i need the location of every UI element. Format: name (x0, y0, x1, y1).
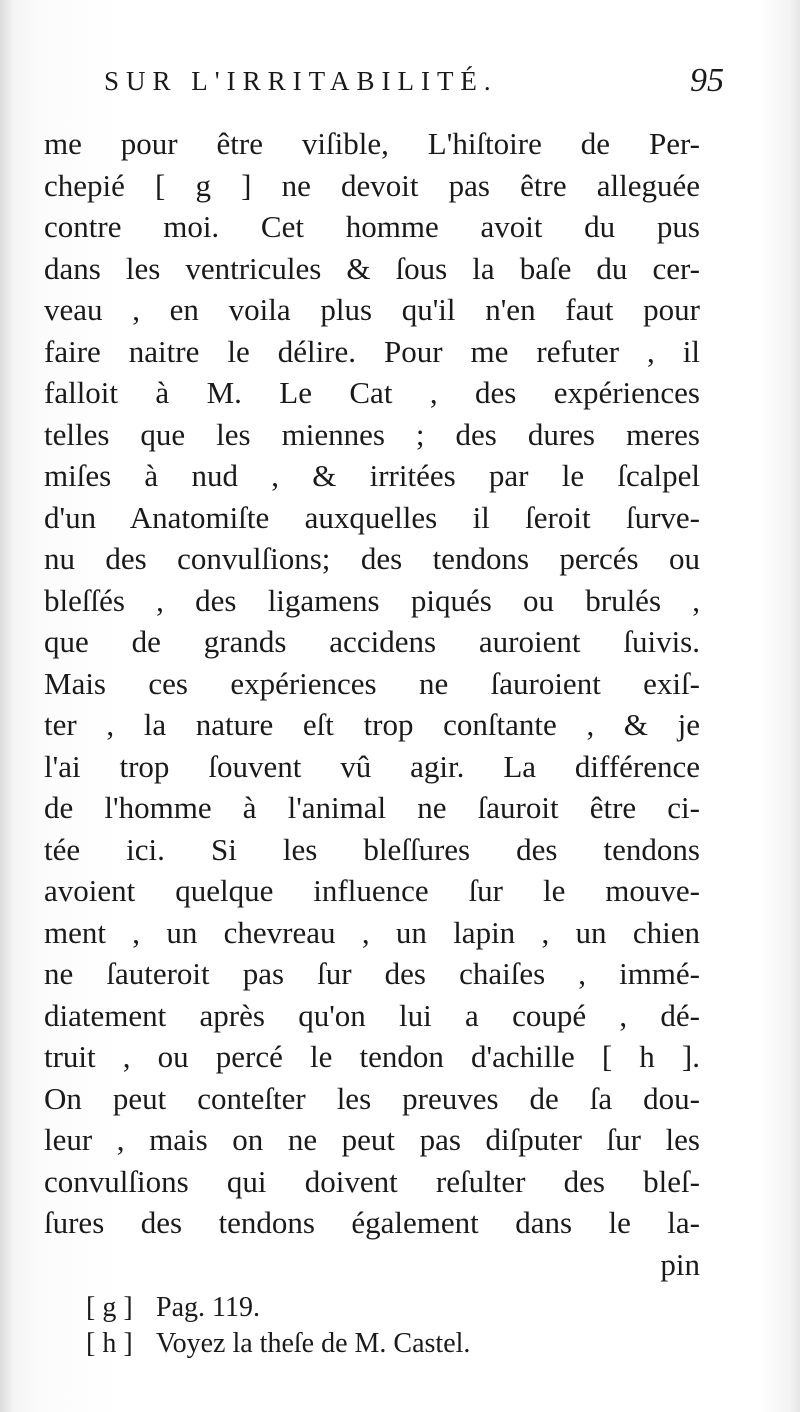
text-line: nu des convulſions; des tendons percés ou (44, 541, 700, 576)
footnote-text: Voyez la theſe de M. Castel. (156, 1328, 471, 1359)
footnotes (86, 1290, 646, 1362)
page-number: 95 (690, 62, 724, 99)
text-line: ter , la nature eſt trop conſtante , & je (44, 707, 700, 742)
text-line: truit , ou percé le tendon d'achille [ h ]. (44, 1039, 700, 1074)
body-text (44, 123, 700, 1285)
text-line: contre moi. Cet homme avoit du pus (44, 209, 700, 244)
text-line: avoient quelque influence ſur le mouve- (44, 873, 700, 908)
text-line: Mais ces expériences ne ſauroient exiſ- (44, 665, 700, 701)
text-line: falloit à M. Le Cat , des expériences (44, 375, 700, 410)
text-line: leur , mais on ne peut pas diſputer ſur les (44, 1122, 700, 1157)
text-line: l'ai trop ſouvent vû agir. La différence (44, 748, 700, 784)
text-line: faire naitre le délire. Pour me refuter , il (44, 333, 700, 369)
text-line: ment , un chevreau , un lapin , un chien (44, 914, 700, 950)
text-line: que de grands accidens auroient ſuivis. (44, 624, 700, 659)
text-line: ſures des tendons également dans le la- (44, 1205, 700, 1240)
footnote-g (86, 1290, 646, 1326)
catchword: pin (660, 1246, 700, 1282)
text-line: bleſſés , des ligamens piqués ou brulés , (44, 582, 700, 618)
text-line: chepié [ g ] ne devoit pas être alleguée (44, 167, 700, 203)
running-title: SUR L'IRRITABILITÉ. (104, 66, 498, 96)
footnote-marker: [ h ] (86, 1328, 133, 1359)
text-line: telles que les miennes ; des dures meres (44, 416, 700, 452)
text-line: de l'homme à l'animal ne ſauroit être ci- (44, 790, 700, 825)
text-line: tée ici. Si les bleſſures des tendons (44, 831, 700, 867)
text-line: me pour être viſible, L'hiſtoire de Per- (44, 126, 700, 161)
text-line: convulſions qui doivent reſulter des bleſ- (44, 1163, 700, 1199)
running-head (104, 62, 724, 110)
text-line: d'un Anatomiſte auxquelles il ſeroit ſurve- (44, 499, 700, 535)
text-line: ne ſauteroit pas ſur des chaiſes , immé- (44, 956, 700, 991)
text-line: dans les ventricules & ſous la baſe du cer- (44, 250, 700, 286)
footnote-text: Pag. 119. (156, 1292, 260, 1323)
text-line: On peut conteſter les preuves de ſa dou- (44, 1080, 700, 1116)
text-line: miſes à nud , & irritées par le ſcalpel (44, 458, 700, 493)
footnote-marker: [ g ] (86, 1292, 133, 1323)
text-line: diatement après qu'on lui a coupé , dé- (44, 997, 700, 1033)
footnote-h (86, 1326, 646, 1362)
text-line: veau , en voila plus qu'il n'en faut pour (44, 292, 700, 327)
